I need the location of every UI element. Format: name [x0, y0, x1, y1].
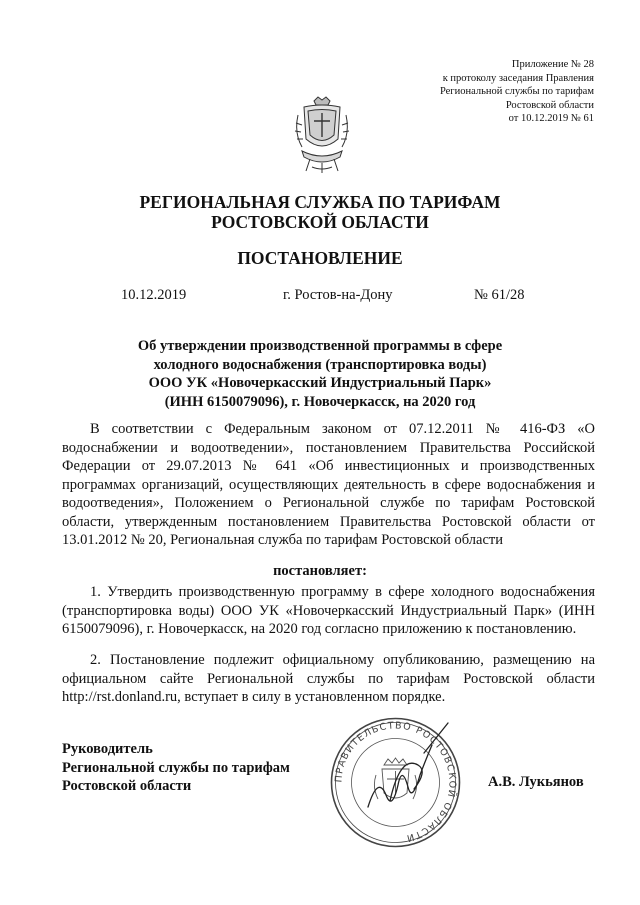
resolution-item-2: 2. Постановление подлежит официальному опубликованию, размещению на официальном сайте Региональной службы по тарифам Ростовской области http://rst.donland.ru, вступает в силу в установленном порядке.: [62, 652, 595, 705]
document-type: ПОСТАНОВЛЕНИЕ: [237, 248, 403, 268]
coat-of-arms-emblem-icon: [292, 95, 352, 175]
signatory-position: [62, 740, 290, 796]
subject-line: холодного водоснабжения (транспортировка воды): [153, 356, 487, 373]
signatory-name: А.В. Лукьянов: [488, 774, 584, 790]
appendix-line: Региональной службы по тарифам: [439, 86, 594, 97]
signatory-position-line: Руководитель: [62, 741, 153, 757]
document-date: 10.12.2019: [121, 287, 187, 303]
appendix-line: к протоколу заседания Правления: [442, 72, 594, 84]
seal-text: ПРАВИТЕЛЬСТВО РОСТОВСКОЙ ОБЛАСТИ: [333, 720, 458, 844]
appendix-line: Приложение № 28: [511, 59, 594, 70]
organization-title: [0, 192, 640, 232]
signatory-position-line: Ростовской области: [62, 778, 192, 794]
document-city: г. Ростов-на-Дону: [283, 287, 393, 303]
signatory-position-line: Региональной службы по тарифам: [62, 759, 290, 776]
resolves-heading: постановляет:: [273, 563, 367, 579]
subject-line: (ИНН 6150079096), г. Новочеркасск, на 2020 год: [164, 393, 476, 410]
organization-title-line: РОСТОВСКОЙ ОБЛАСТИ: [211, 212, 429, 232]
appendix-line: Ростовской области: [505, 99, 594, 111]
subject-line: Об утверждении производственной программы в сфере: [137, 338, 503, 354]
appendix-note: [440, 58, 594, 126]
resolution-item-1: 1. Утвердить производственную программу в сфере холодного водоснабжения (транспортировка воды) ООО УК «Новочеркасский Индустриальный Парк» (ИНН 6150079096), г. Новочеркасск, на 2020 год согласно приложению к постановлению.: [62, 584, 595, 637]
appendix-line: от 10.12.2019 № 61: [508, 113, 594, 124]
document-number: № 61/28: [474, 287, 525, 303]
preamble-paragraph: В соответствии с Федеральным законом от 07.12.2011 № 416-ФЗ «О водоснабжении и водоотведении», постановлением Правительства Российской Федерации от 29.07.2013 № 641 «Об инвестиционных и производственных программах организаций, осуществляющих деятельность в сфере водоснабжения и водоотведения», Положением о Региональной службе по тарифам Ростовской области, утвержденным постановлением Правительства Ростовской области от 13.01.2012 № 20, Региональная служба по тарифам Ростовской области: [62, 421, 595, 548]
document-subject: [0, 337, 640, 411]
official-seal-stamp: [328, 715, 463, 850]
subject-line: ООО УК «Новочеркасский Индустриальный Парк»: [148, 375, 492, 391]
organization-title-line: РЕГИОНАЛЬНАЯ СЛУЖБА ПО ТАРИФАМ: [139, 192, 501, 212]
